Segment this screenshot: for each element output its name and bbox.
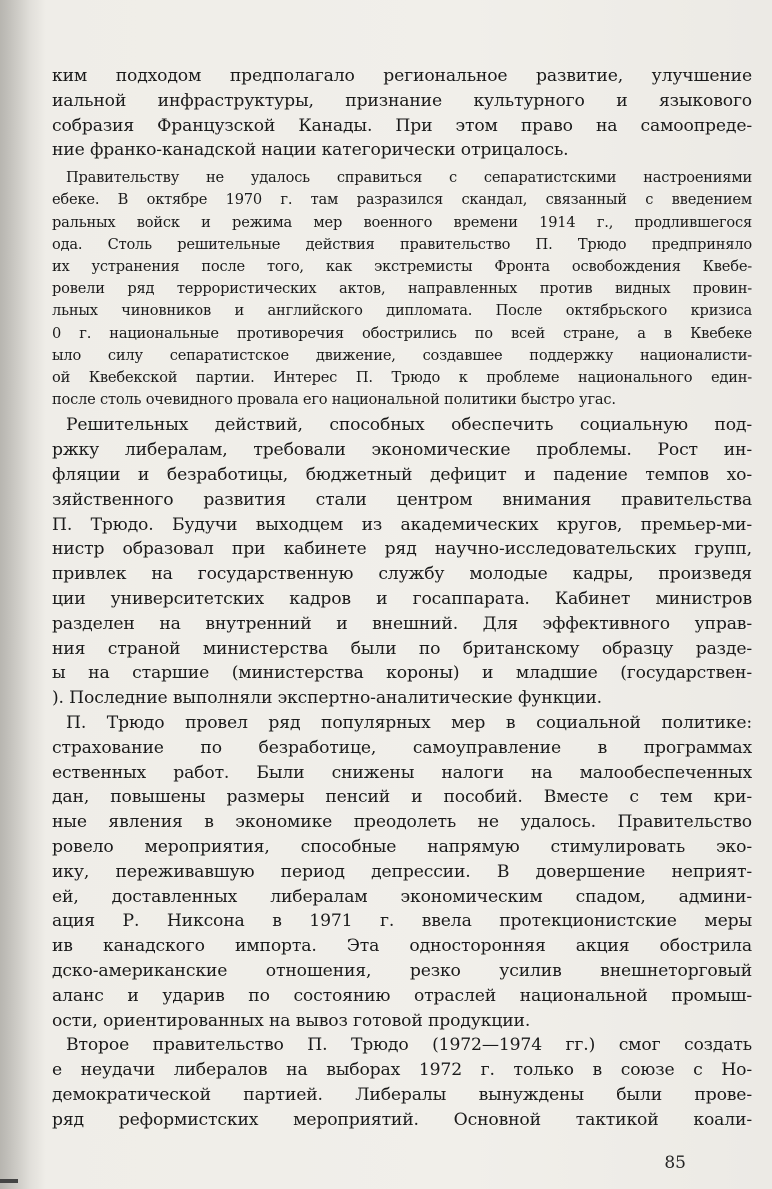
- text-line: ественных работ. Были снижены налоги на малообеспеченных: [52, 762, 752, 783]
- text-line: ные явления в экономике преодолеть не удалось. Правительство: [52, 812, 752, 833]
- scan-edge-mark: [0, 1179, 18, 1183]
- text-line: 0 г. национальные противоречия обострились по всей стране, а в Квебеке: [52, 324, 752, 342]
- text-line: страхование по безработице, самоуправление в программах: [52, 737, 752, 758]
- text-line: ким подходом предполагало региональное развитие, улучшение: [52, 66, 752, 86]
- text-line: их устранения после того, как экстремисты Фронта освобождения Квебе-: [52, 258, 752, 275]
- paragraph-2-small-print: [52, 167, 752, 411]
- text-line: Правительству не удалось справиться с сепаратистскими настроениями: [66, 169, 752, 187]
- paragraph-1: [52, 64, 752, 163]
- text-line: льных чиновников и английского дипломата. После октябрьского кризиса: [52, 302, 752, 320]
- text-line: дско-американские отношения, резко усилив внешнеторговый: [52, 960, 752, 981]
- text-line: после столь очевидного провала его национальной политики быстро угас.: [52, 391, 616, 409]
- text-line: ). Последние выполняли экспертно-аналитические функции.: [52, 688, 602, 709]
- text-line: ив канадского импорта. Эта односторонняя акция обострила: [52, 936, 752, 957]
- paragraph-3: [52, 413, 752, 711]
- text-line: ржку либералам, требовали экономические проблемы. Рост ин-: [52, 440, 752, 461]
- text-line: зяйственного развития стали центром внимания правительства: [52, 489, 752, 510]
- text-line: ебеке. В октябре 1970 г. там разразился скандал, связанный с введением: [52, 191, 752, 209]
- text-line: собразия Французской Канады. При этом право на самоопреде-: [52, 115, 752, 136]
- text-line: ода. Столь решительные действия правительство П. Трюдо предприняло: [52, 235, 752, 253]
- text-line: нистр образовал при кабинете ряд научно-исследовательских групп,: [52, 539, 752, 560]
- text-line: ей, доставленных либералам экономическим спадом, админи-: [52, 886, 752, 907]
- page-number: 85: [664, 1153, 686, 1173]
- text-line: П. Трюдо. Будучи выходцем из академических кругов, премьер-ми-: [52, 514, 752, 535]
- text-line: фляции и безработицы, бюджетный дефицит и падение темпов хо-: [52, 465, 752, 486]
- text-line: ы на старшие (министерства короны) и младшие (государствен-: [52, 663, 752, 684]
- text-line: разделен на внутренний и внешний. Для эффективного управ-: [52, 613, 752, 634]
- text-line: дан, повышены размеры пенсий и пособий. Вместе с тем кри-: [52, 787, 752, 808]
- page-gutter-shadow: [0, 0, 46, 1189]
- text-line: ровело мероприятия, способные напрямую стимулировать эко-: [52, 836, 752, 857]
- text-line: ыло силу сепаратистское движение, создавшее поддержку националисти-: [52, 346, 752, 364]
- paragraph-4: [52, 711, 752, 1033]
- text-line: ация Р. Никсона в 1971 г. ввела протекционистские меры: [52, 911, 752, 932]
- text-line: П. Трюдо провел ряд популярных мер в социальной политике:: [66, 712, 752, 733]
- text-line: ости, ориентированных на вывоз готовой продукции.: [52, 1010, 531, 1031]
- text-line: Решительных действий, способных обеспечить социальную под-: [66, 415, 752, 436]
- text-line: ральных войск и режима мер военного времени 1914 г., продлившегося: [52, 213, 752, 231]
- text-line: ния страной министерства были по британскому образцу разде-: [52, 638, 752, 659]
- text-line: е неудачи либералов на выборах 1972 г. только в союзе с Но-: [52, 1060, 752, 1081]
- page-text: [52, 64, 752, 1133]
- text-line: Второе правительство П. Трюдо (1972—1974 гг.) смог создать: [66, 1035, 752, 1056]
- text-line: ции университетских кадров и госаппарата. Кабинет министров: [52, 589, 752, 609]
- text-line: ой Квебекской партии. Интерес П. Трюдо к проблеме национального един-: [52, 369, 752, 387]
- text-line: ику, переживавшую период депрессии. В довершение неприят-: [52, 861, 752, 882]
- text-line: ровели ряд террористических актов, направленных против видных провин-: [52, 280, 752, 298]
- text-line: аланс и ударив по состоянию отраслей национальной промыш-: [52, 985, 752, 1006]
- text-line: демократической партией. Либералы вынуждены были прове-: [52, 1084, 752, 1105]
- paragraph-5: [52, 1033, 752, 1132]
- text-line: ряд реформистских мероприятий. Основной тактикой коали-: [52, 1109, 752, 1130]
- text-line: привлек на государственную службу молодые кадры, произведя: [52, 564, 752, 585]
- text-line: иальной инфраструктуры, признание культурного и языкового: [52, 90, 752, 111]
- text-line: ние франко-канадской нации категорически отрицалось.: [52, 140, 569, 161]
